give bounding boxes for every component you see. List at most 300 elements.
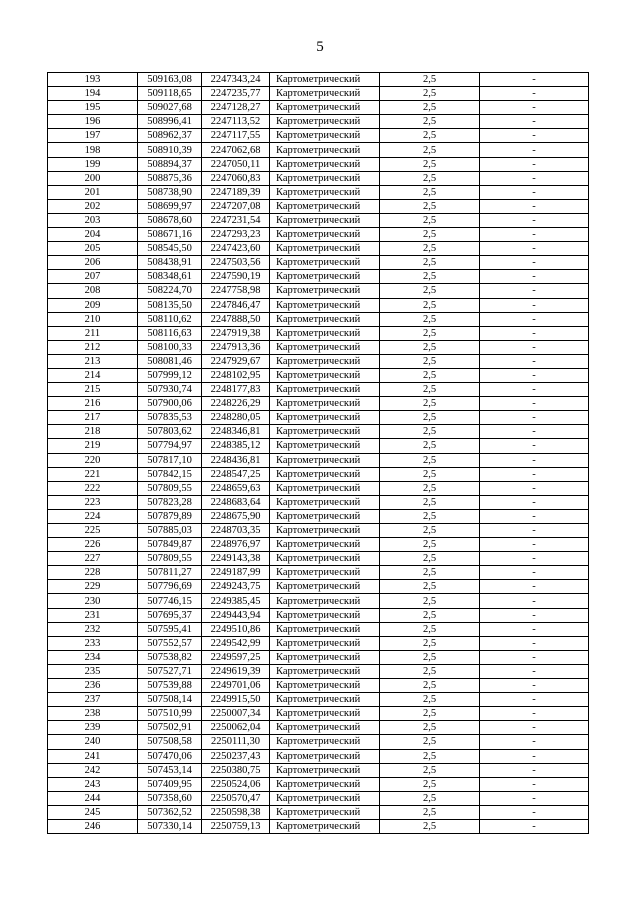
- table-row: [48, 622, 589, 636]
- x-coordinate-cell: 508875,36: [138, 171, 202, 185]
- description-cell: -: [480, 509, 589, 523]
- description-cell: -: [480, 326, 589, 340]
- description-cell: -: [480, 228, 589, 242]
- y-coordinate-cell: 2247062,68: [202, 143, 270, 157]
- coordinates-table: [47, 72, 589, 834]
- accuracy-cell: 2,5: [380, 213, 480, 227]
- x-coordinate-cell: 507809,55: [138, 481, 202, 495]
- point-number-cell: 215: [48, 383, 138, 397]
- description-cell: -: [480, 495, 589, 509]
- point-number-cell: 242: [48, 763, 138, 777]
- table-row: [48, 721, 589, 735]
- table-row: [48, 791, 589, 805]
- accuracy-cell: 2,5: [380, 383, 480, 397]
- description-cell: -: [480, 256, 589, 270]
- description-cell: -: [480, 312, 589, 326]
- y-coordinate-cell: 2248385,12: [202, 439, 270, 453]
- y-coordinate-cell: 2248659,63: [202, 481, 270, 495]
- accuracy-cell: 2,5: [380, 693, 480, 707]
- x-coordinate-cell: 507809,55: [138, 552, 202, 566]
- point-number-cell: 213: [48, 354, 138, 368]
- point-number-cell: 223: [48, 495, 138, 509]
- point-number-cell: 238: [48, 707, 138, 721]
- description-cell: -: [480, 622, 589, 636]
- y-coordinate-cell: 2250759,13: [202, 819, 270, 833]
- x-coordinate-cell: 507695,37: [138, 608, 202, 622]
- y-coordinate-cell: 2250598,38: [202, 805, 270, 819]
- x-coordinate-cell: 508738,90: [138, 185, 202, 199]
- accuracy-cell: 2,5: [380, 495, 480, 509]
- x-coordinate-cell: 507595,41: [138, 622, 202, 636]
- method-cell: Картометрический: [270, 453, 380, 467]
- accuracy-cell: 2,5: [380, 368, 480, 382]
- description-cell: -: [480, 411, 589, 425]
- table-row: [48, 594, 589, 608]
- accuracy-cell: 2,5: [380, 115, 480, 129]
- method-cell: Картометрический: [270, 805, 380, 819]
- point-number-cell: 196: [48, 115, 138, 129]
- description-cell: -: [480, 368, 589, 382]
- y-coordinate-cell: 2249443,94: [202, 608, 270, 622]
- table-row: [48, 256, 589, 270]
- description-cell: -: [480, 594, 589, 608]
- x-coordinate-cell: 507362,52: [138, 805, 202, 819]
- description-cell: -: [480, 805, 589, 819]
- accuracy-cell: 2,5: [380, 566, 480, 580]
- point-number-cell: 240: [48, 735, 138, 749]
- method-cell: Картометрический: [270, 735, 380, 749]
- y-coordinate-cell: 2248226,29: [202, 397, 270, 411]
- table-row: [48, 679, 589, 693]
- point-number-cell: 244: [48, 791, 138, 805]
- y-coordinate-cell: 2249385,45: [202, 594, 270, 608]
- accuracy-cell: 2,5: [380, 819, 480, 833]
- x-coordinate-cell: 508081,46: [138, 354, 202, 368]
- y-coordinate-cell: 2247913,36: [202, 340, 270, 354]
- table-row: [48, 467, 589, 481]
- accuracy-cell: 2,5: [380, 509, 480, 523]
- point-number-cell: 226: [48, 538, 138, 552]
- method-cell: Картометрический: [270, 157, 380, 171]
- point-number-cell: 205: [48, 242, 138, 256]
- method-cell: Картометрический: [270, 383, 380, 397]
- x-coordinate-cell: 508699,97: [138, 199, 202, 213]
- table-row: [48, 213, 589, 227]
- description-cell: -: [480, 185, 589, 199]
- method-cell: Картометрический: [270, 749, 380, 763]
- x-coordinate-cell: 507803,62: [138, 425, 202, 439]
- x-coordinate-cell: 508110,62: [138, 312, 202, 326]
- description-cell: -: [480, 115, 589, 129]
- x-coordinate-cell: 507508,58: [138, 735, 202, 749]
- accuracy-cell: 2,5: [380, 298, 480, 312]
- y-coordinate-cell: 2248683,64: [202, 495, 270, 509]
- method-cell: Картометрический: [270, 650, 380, 664]
- table-row: [48, 735, 589, 749]
- accuracy-cell: 2,5: [380, 157, 480, 171]
- y-coordinate-cell: 2248436,81: [202, 453, 270, 467]
- table-row: [48, 566, 589, 580]
- description-cell: -: [480, 340, 589, 354]
- y-coordinate-cell: 2247050,11: [202, 157, 270, 171]
- y-coordinate-cell: 2250111,30: [202, 735, 270, 749]
- description-cell: -: [480, 608, 589, 622]
- description-cell: -: [480, 425, 589, 439]
- coordinates-table-body: [48, 73, 589, 834]
- method-cell: Картометрический: [270, 326, 380, 340]
- description-cell: -: [480, 129, 589, 143]
- accuracy-cell: 2,5: [380, 805, 480, 819]
- point-number-cell: 218: [48, 425, 138, 439]
- x-coordinate-cell: 507527,71: [138, 664, 202, 678]
- point-number-cell: 232: [48, 622, 138, 636]
- method-cell: Картометрический: [270, 425, 380, 439]
- y-coordinate-cell: 2249597,25: [202, 650, 270, 664]
- x-coordinate-cell: 507796,69: [138, 580, 202, 594]
- accuracy-cell: 2,5: [380, 594, 480, 608]
- method-cell: Картометрический: [270, 819, 380, 833]
- method-cell: Картометрический: [270, 368, 380, 382]
- description-cell: -: [480, 693, 589, 707]
- y-coordinate-cell: 2248346,81: [202, 425, 270, 439]
- table-row: [48, 73, 589, 87]
- table-row: [48, 228, 589, 242]
- y-coordinate-cell: 2249915,50: [202, 693, 270, 707]
- table-row: [48, 636, 589, 650]
- x-coordinate-cell: 507508,14: [138, 693, 202, 707]
- description-cell: -: [480, 664, 589, 678]
- accuracy-cell: 2,5: [380, 143, 480, 157]
- accuracy-cell: 2,5: [380, 270, 480, 284]
- y-coordinate-cell: 2249143,38: [202, 552, 270, 566]
- description-cell: -: [480, 213, 589, 227]
- method-cell: Картометрический: [270, 791, 380, 805]
- table-row: [48, 495, 589, 509]
- point-number-cell: 221: [48, 467, 138, 481]
- point-number-cell: 234: [48, 650, 138, 664]
- method-cell: Картометрический: [270, 115, 380, 129]
- table-row: [48, 101, 589, 115]
- description-cell: -: [480, 481, 589, 495]
- method-cell: Картометрический: [270, 636, 380, 650]
- method-cell: Картометрический: [270, 693, 380, 707]
- table-row: [48, 270, 589, 284]
- x-coordinate-cell: 507409,95: [138, 777, 202, 791]
- description-cell: -: [480, 819, 589, 833]
- table-row: [48, 87, 589, 101]
- x-coordinate-cell: 508116,63: [138, 326, 202, 340]
- method-cell: Картометрический: [270, 340, 380, 354]
- table-row: [48, 411, 589, 425]
- method-cell: Картометрический: [270, 256, 380, 270]
- y-coordinate-cell: 2247423,60: [202, 242, 270, 256]
- y-coordinate-cell: 2248280,05: [202, 411, 270, 425]
- description-cell: -: [480, 157, 589, 171]
- point-number-cell: 212: [48, 340, 138, 354]
- point-number-cell: 198: [48, 143, 138, 157]
- description-cell: -: [480, 735, 589, 749]
- x-coordinate-cell: 508678,60: [138, 213, 202, 227]
- x-coordinate-cell: 507849,87: [138, 538, 202, 552]
- table-row: [48, 439, 589, 453]
- accuracy-cell: 2,5: [380, 284, 480, 298]
- table-row: [48, 143, 589, 157]
- y-coordinate-cell: 2247128,27: [202, 101, 270, 115]
- point-number-cell: 211: [48, 326, 138, 340]
- method-cell: Картометрический: [270, 439, 380, 453]
- accuracy-cell: 2,5: [380, 636, 480, 650]
- table-row: [48, 312, 589, 326]
- y-coordinate-cell: 2247590,19: [202, 270, 270, 284]
- point-number-cell: 201: [48, 185, 138, 199]
- description-cell: -: [480, 73, 589, 87]
- point-number-cell: 224: [48, 509, 138, 523]
- x-coordinate-cell: 507900,06: [138, 397, 202, 411]
- x-coordinate-cell: 507842,15: [138, 467, 202, 481]
- table-row: [48, 185, 589, 199]
- method-cell: Картометрический: [270, 679, 380, 693]
- description-cell: -: [480, 199, 589, 213]
- accuracy-cell: 2,5: [380, 721, 480, 735]
- y-coordinate-cell: 2247113,52: [202, 115, 270, 129]
- point-number-cell: 208: [48, 284, 138, 298]
- x-coordinate-cell: 507930,74: [138, 383, 202, 397]
- accuracy-cell: 2,5: [380, 453, 480, 467]
- y-coordinate-cell: 2247888,50: [202, 312, 270, 326]
- description-cell: -: [480, 383, 589, 397]
- y-coordinate-cell: 2247919,38: [202, 326, 270, 340]
- table-row: [48, 354, 589, 368]
- accuracy-cell: 2,5: [380, 397, 480, 411]
- point-number-cell: 245: [48, 805, 138, 819]
- point-number-cell: 202: [48, 199, 138, 213]
- method-cell: Картометрический: [270, 354, 380, 368]
- accuracy-cell: 2,5: [380, 777, 480, 791]
- x-coordinate-cell: 508894,37: [138, 157, 202, 171]
- method-cell: Картометрический: [270, 509, 380, 523]
- description-cell: -: [480, 777, 589, 791]
- description-cell: -: [480, 298, 589, 312]
- accuracy-cell: 2,5: [380, 73, 480, 87]
- method-cell: Картометрический: [270, 538, 380, 552]
- point-number-cell: 206: [48, 256, 138, 270]
- point-number-cell: 220: [48, 453, 138, 467]
- description-cell: -: [480, 171, 589, 185]
- y-coordinate-cell: 2247189,39: [202, 185, 270, 199]
- method-cell: Картометрический: [270, 622, 380, 636]
- point-number-cell: 231: [48, 608, 138, 622]
- point-number-cell: 237: [48, 693, 138, 707]
- accuracy-cell: 2,5: [380, 101, 480, 115]
- point-number-cell: 235: [48, 664, 138, 678]
- description-cell: -: [480, 749, 589, 763]
- method-cell: Картометрический: [270, 143, 380, 157]
- accuracy-cell: 2,5: [380, 467, 480, 481]
- x-coordinate-cell: 508348,61: [138, 270, 202, 284]
- x-coordinate-cell: 508910,39: [138, 143, 202, 157]
- x-coordinate-cell: 507835,53: [138, 411, 202, 425]
- table-row: [48, 805, 589, 819]
- x-coordinate-cell: 507746,15: [138, 594, 202, 608]
- accuracy-cell: 2,5: [380, 538, 480, 552]
- point-number-cell: 209: [48, 298, 138, 312]
- y-coordinate-cell: 2247293,23: [202, 228, 270, 242]
- table-row: [48, 763, 589, 777]
- y-coordinate-cell: 2247503,56: [202, 256, 270, 270]
- point-number-cell: 222: [48, 481, 138, 495]
- table-row: [48, 608, 589, 622]
- method-cell: Картометрический: [270, 199, 380, 213]
- point-number-cell: 241: [48, 749, 138, 763]
- description-cell: -: [480, 566, 589, 580]
- description-cell: -: [480, 143, 589, 157]
- x-coordinate-cell: 507510,99: [138, 707, 202, 721]
- y-coordinate-cell: 2250237,43: [202, 749, 270, 763]
- x-coordinate-cell: 507453,14: [138, 763, 202, 777]
- x-coordinate-cell: 509163,08: [138, 73, 202, 87]
- description-cell: -: [480, 636, 589, 650]
- point-number-cell: 219: [48, 439, 138, 453]
- x-coordinate-cell: 507330,14: [138, 819, 202, 833]
- accuracy-cell: 2,5: [380, 622, 480, 636]
- method-cell: Картометрический: [270, 270, 380, 284]
- x-coordinate-cell: 509027,68: [138, 101, 202, 115]
- y-coordinate-cell: 2247758,98: [202, 284, 270, 298]
- accuracy-cell: 2,5: [380, 763, 480, 777]
- x-coordinate-cell: 507552,57: [138, 636, 202, 650]
- table-row: [48, 326, 589, 340]
- accuracy-cell: 2,5: [380, 185, 480, 199]
- description-cell: -: [480, 453, 589, 467]
- table-row: [48, 368, 589, 382]
- method-cell: Картометрический: [270, 87, 380, 101]
- description-cell: -: [480, 524, 589, 538]
- method-cell: Картометрический: [270, 171, 380, 185]
- table-row: [48, 171, 589, 185]
- description-cell: -: [480, 467, 589, 481]
- description-cell: -: [480, 87, 589, 101]
- point-number-cell: 236: [48, 679, 138, 693]
- table-row: [48, 707, 589, 721]
- accuracy-cell: 2,5: [380, 735, 480, 749]
- y-coordinate-cell: 2248547,25: [202, 467, 270, 481]
- y-coordinate-cell: 2247929,67: [202, 354, 270, 368]
- description-cell: -: [480, 270, 589, 284]
- method-cell: Картометрический: [270, 721, 380, 735]
- method-cell: Картометрический: [270, 467, 380, 481]
- table-row: [48, 552, 589, 566]
- y-coordinate-cell: 2247207,08: [202, 199, 270, 213]
- x-coordinate-cell: 507811,27: [138, 566, 202, 580]
- method-cell: Картометрический: [270, 242, 380, 256]
- x-coordinate-cell: 507794,97: [138, 439, 202, 453]
- method-cell: Картометрический: [270, 552, 380, 566]
- x-coordinate-cell: 508438,91: [138, 256, 202, 270]
- method-cell: Картометрический: [270, 73, 380, 87]
- accuracy-cell: 2,5: [380, 199, 480, 213]
- description-cell: -: [480, 439, 589, 453]
- table-row: [48, 115, 589, 129]
- method-cell: Картометрический: [270, 664, 380, 678]
- point-number-cell: 230: [48, 594, 138, 608]
- x-coordinate-cell: 507470,06: [138, 749, 202, 763]
- description-cell: -: [480, 580, 589, 594]
- description-cell: -: [480, 397, 589, 411]
- method-cell: Картометрический: [270, 481, 380, 495]
- method-cell: Картометрический: [270, 101, 380, 115]
- accuracy-cell: 2,5: [380, 87, 480, 101]
- y-coordinate-cell: 2249542,99: [202, 636, 270, 650]
- method-cell: Картометрический: [270, 495, 380, 509]
- table-row: [48, 509, 589, 523]
- point-number-cell: 228: [48, 566, 138, 580]
- point-number-cell: 217: [48, 411, 138, 425]
- x-coordinate-cell: 508545,50: [138, 242, 202, 256]
- y-coordinate-cell: 2249243,75: [202, 580, 270, 594]
- y-coordinate-cell: 2248675,90: [202, 509, 270, 523]
- table-row: [48, 538, 589, 552]
- description-cell: -: [480, 707, 589, 721]
- y-coordinate-cell: 2247343,24: [202, 73, 270, 87]
- x-coordinate-cell: 507879,89: [138, 509, 202, 523]
- method-cell: Картометрический: [270, 707, 380, 721]
- page-number: 5: [316, 39, 324, 55]
- description-cell: -: [480, 650, 589, 664]
- y-coordinate-cell: 2247231,54: [202, 213, 270, 227]
- table-row: [48, 298, 589, 312]
- method-cell: Картометрический: [270, 411, 380, 425]
- accuracy-cell: 2,5: [380, 312, 480, 326]
- x-coordinate-cell: 508224,70: [138, 284, 202, 298]
- point-number-cell: 243: [48, 777, 138, 791]
- point-number-cell: 194: [48, 87, 138, 101]
- table-row: [48, 425, 589, 439]
- table-row: [48, 777, 589, 791]
- point-number-cell: 229: [48, 580, 138, 594]
- method-cell: Картометрический: [270, 298, 380, 312]
- y-coordinate-cell: 2249510,86: [202, 622, 270, 636]
- point-number-cell: 195: [48, 101, 138, 115]
- point-number-cell: 233: [48, 636, 138, 650]
- description-cell: -: [480, 101, 589, 115]
- accuracy-cell: 2,5: [380, 580, 480, 594]
- table-row: [48, 340, 589, 354]
- accuracy-cell: 2,5: [380, 481, 480, 495]
- method-cell: Картометрический: [270, 312, 380, 326]
- table-row: [48, 650, 589, 664]
- y-coordinate-cell: 2248102,95: [202, 368, 270, 382]
- accuracy-cell: 2,5: [380, 552, 480, 566]
- description-cell: -: [480, 763, 589, 777]
- x-coordinate-cell: 507999,12: [138, 368, 202, 382]
- table-row: [48, 693, 589, 707]
- accuracy-cell: 2,5: [380, 425, 480, 439]
- table-row: [48, 157, 589, 171]
- table-row: [48, 819, 589, 833]
- table-row: [48, 284, 589, 298]
- table-row: [48, 383, 589, 397]
- point-number-cell: 203: [48, 213, 138, 227]
- point-number-cell: 225: [48, 524, 138, 538]
- y-coordinate-cell: 2247060,83: [202, 171, 270, 185]
- method-cell: Картометрический: [270, 594, 380, 608]
- y-coordinate-cell: 2248177,83: [202, 383, 270, 397]
- method-cell: Картометрический: [270, 129, 380, 143]
- method-cell: Картометрический: [270, 524, 380, 538]
- method-cell: Картометрический: [270, 397, 380, 411]
- point-number-cell: 246: [48, 819, 138, 833]
- x-coordinate-cell: 507823,28: [138, 495, 202, 509]
